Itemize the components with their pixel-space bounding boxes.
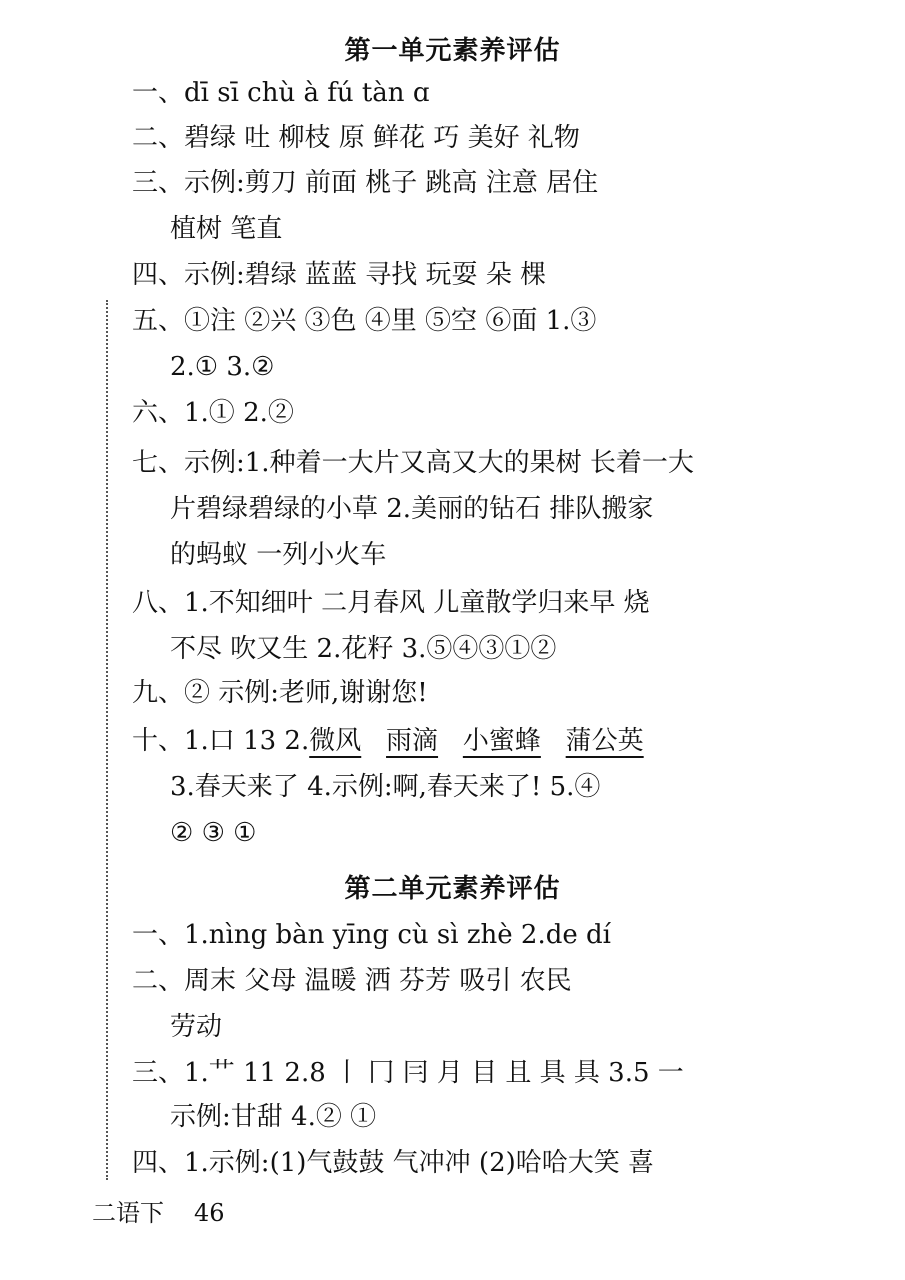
dotted-cut-line: [106, 300, 108, 1180]
underlined-word: 小蜜蜂: [462, 726, 541, 756]
unit1-answer-4: 四、示例:碧绿 蓝蓝 寻找 玩耍 朵 棵: [132, 260, 547, 290]
unit1-answer-3: 三、示例:剪刀 前面 桃子 跳高 注意 居住: [132, 168, 599, 198]
unit1-answer-8-cont: 不尽 吹又生 2.花籽 3.⑤④③①②: [170, 634, 557, 664]
underlined-word: 雨滴: [386, 726, 439, 756]
unit1-answer-10: [132, 724, 644, 758]
unit1-answer-7-cont2: 的蚂蚁 一列小火车: [170, 540, 387, 570]
book-label: 二语下: [92, 1199, 164, 1227]
unit1-title: 第一单元素养评估: [344, 36, 561, 66]
unit1-answer-9: 九、② 示例:老师,谢谢您!: [132, 678, 428, 708]
unit2-answer-4: 四、1.示例:(1)气鼓鼓 气冲冲 (2)哈哈大笑 喜: [132, 1148, 655, 1178]
unit1-answer-5-cont: 2.① 3.②: [170, 352, 275, 382]
unit1-answer-7-cont1: 片碧绿碧绿的小草 2.美丽的钻石 排队搬家: [170, 494, 654, 524]
unit2-title: 第二单元素养评估: [344, 874, 561, 904]
unit1-answer-10-cont2: ② ③ ①: [170, 818, 257, 848]
unit2-answer-3: 三、1.艹 11 2.8 丨 冂 冃 月 目 且 具 具 3.5 一: [132, 1058, 684, 1088]
unit1-answer-10-cont1: 3.春天来了 4.示例:啊,春天来了! 5.④: [170, 772, 601, 802]
underlined-word: 蒲公英: [565, 726, 644, 756]
page-footer: [92, 1196, 225, 1230]
unit2-answer-2: 二、周末 父母 温暖 洒 芬芳 吸引 农民: [132, 966, 572, 996]
unit2-answer-2-cont: 劳动: [170, 1012, 223, 1042]
unit1-answer-2: 二、碧绿 吐 柳枝 原 鲜花 巧 美好 礼物: [132, 123, 580, 153]
page-number: 46: [194, 1199, 225, 1227]
unit1-answer-6: 六、1.① 2.②: [132, 398, 294, 428]
unit2-answer-3-cont: 示例:甘甜 4.② ①: [170, 1102, 377, 1132]
unit1-answer-7: 七、示例:1.种着一大片又高又大的果树 长着一大: [132, 448, 694, 478]
unit1-answer-5: 五、①注 ②兴 ③色 ④里 ⑤空 ⑥面 1.③: [132, 306, 597, 336]
unit2-answer-1: 一、1.nìng bàn yīng cù sì zhè 2.de dí: [132, 920, 611, 950]
underlined-word: 微风: [309, 726, 362, 756]
unit1-answer-1: 一、dī sī chù à fú tàn ɑ: [132, 78, 430, 108]
unit1-answer-8: 八、1.不知细叶 二月春风 儿童散学归来早 烧: [132, 588, 650, 618]
unit1-answer-3-cont: 植树 笔直: [170, 214, 283, 244]
unit1-answer-10-prefix: 十、1.口 13 2.: [132, 726, 310, 756]
